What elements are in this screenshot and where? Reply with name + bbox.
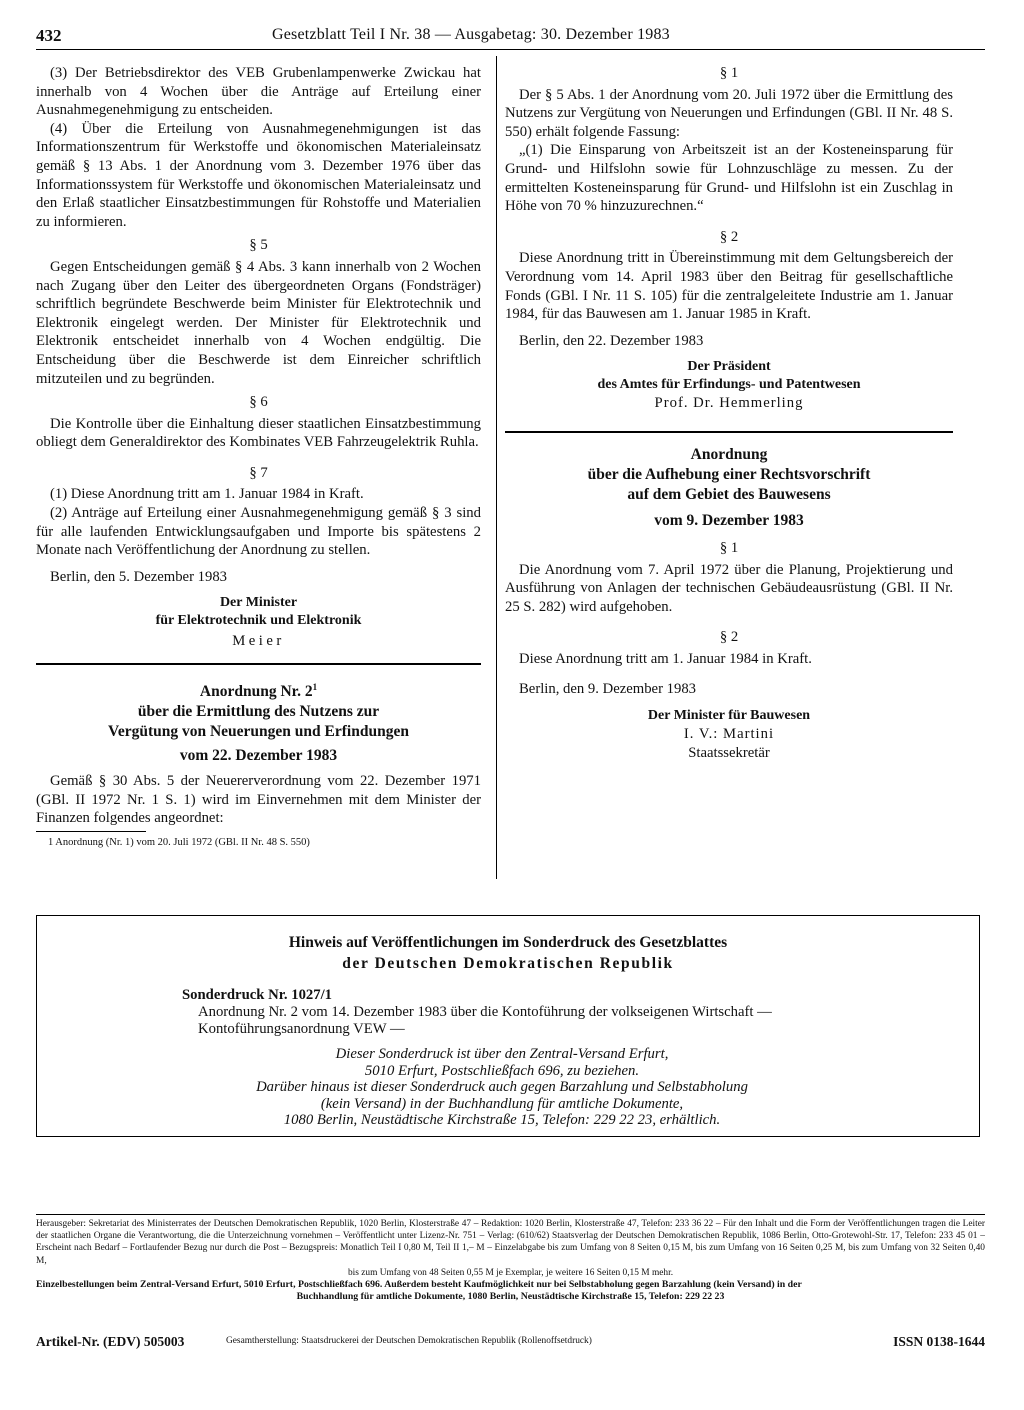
notice-body xyxy=(182,986,822,1129)
section-1-heading: § 1 xyxy=(719,539,739,556)
special-print-notice-box xyxy=(36,915,980,1137)
section-separator xyxy=(505,431,953,433)
signatory-name: I. V.: Martini xyxy=(683,726,775,743)
notice-title: Hinweis auf Veröffentlichungen im Sonderdruck des Gesetzblattes xyxy=(288,934,728,951)
paragraph-7-1: (1) Diese Anordnung tritt am 1. Januar 1984 in Kraft. xyxy=(50,486,364,503)
signatory-ministry: für Elektrotechnik und Elektronik xyxy=(155,613,362,629)
section-1-heading: § 1 xyxy=(719,65,739,81)
ordering-info-line-2: 5010 Erfurt, Postschließfach 696, zu beziehen. xyxy=(364,1062,640,1079)
paragraph-4-3: (3) Der Betriebsdirektor des VEB Grubenlampenwerke Zwickau hat innerhalb von 4 Wochen über die Anträge auf Erteilung einer Ausnahmegenehmigung zu entscheiden. xyxy=(36,65,481,119)
section-5-heading: § 5 xyxy=(249,237,268,254)
column-divider xyxy=(496,56,497,879)
special-print-number: Sonderdruck Nr. 1027/1 xyxy=(182,987,333,1003)
footnote: 1 Anordnung (Nr. 1) vom 20. Juli 1972 (GBl. II Nr. 48 S. 550) xyxy=(48,836,310,848)
ordering-info-line-1: Dieser Sonderdruck ist über den Zentral-Versand Erfurt, xyxy=(335,1046,669,1062)
ordinance-title: Anordnung Nr. $2^1$ xyxy=(199,682,318,701)
imprint-price-text: bis zum Umfang von 48 Seiten 0,55 M je Exemplar, je weitere 16 Seiten 0,15 M mehr. xyxy=(347,1267,674,1278)
signatory-title: Der Minister für Bauwesen xyxy=(647,708,811,724)
paragraph-7-2: (2) Anträge auf Erteilung einer Ausnahmegenehmigung gemäß § 3 sind für alle laufenden Entwicklungsaufgaben und Importe bis spätestens 2 Monate nach Veröffentlichung der Anordnung zu stellen. xyxy=(36,505,481,559)
section-separator xyxy=(36,663,481,665)
paragraph-4-4: (4) Über die Erteilung von Ausnahmegenehmigungen ist das Informationszentrum für Werkstoffe und ökonomischen Materialeinsatz gemäß § 13 Abs. 1 der Anordnung vom 3. Dezember 1976 über das Informationssystem für Werkstoffe und ökonomischen Materialeinsatz und den Erlaß staatlicher Einsatzbestimmungen für Rohstoffe und Materialien zu informieren. xyxy=(36,120,481,230)
paragraph-5: Gegen Entscheidungen gemäß § 4 Abs. 3 kann innerhalb von 2 Wochen nach Zugang über den Leiter des übergeordneten Organs (Fondsträger) schriftlich begründete Beschwerde beim Minister für Elektrotechnik und Elektronik eingelegt werden. Der Minister für Elektrotechnik und Elektronik entscheidet innerhalb von 4 Wochen endgültig. Die Entscheidung über die Beschwerde ist dem Einreicher schriftlich mitzuteilen und zu begründen. xyxy=(36,258,481,387)
signatory-name: Prof. Dr. Hemmerling xyxy=(654,395,804,412)
section-2-heading: § 2 xyxy=(719,629,739,646)
page-header-title: Gesetzblatt Teil I Nr. 38 — Ausgabetag: 30. Dezember 1983 xyxy=(272,26,670,43)
paragraph-1: Die Anordnung vom 7. April 1972 über die Planung, Projektierung und Ausführung von Anlagen der technischen Gebäudeausrüstung (GBl. II Nr. 25 S. 282) wird aufgehoben. xyxy=(505,561,953,615)
notice-subtitle: der Deutschen Demokratischen Republik xyxy=(342,955,674,972)
signatory-title: Der Präsident xyxy=(687,359,771,375)
header-rule xyxy=(36,49,985,50)
footnote-rule xyxy=(36,831,146,832)
ordinance-date: vom 22. Dezember 1983 xyxy=(179,747,338,765)
signatory-office: des Amtes für Erfindungs- und Patentwesen xyxy=(597,377,861,393)
signing-date: Berlin, den 22. Dezember 1983 xyxy=(519,332,704,349)
quoted-amendment: „(1) Die Einsparung von Arbeitszeit ist an der Kosteneinsparung für Grund- und Hilfslohn sowie für Lohnzuschläge zu messen. Zu der ermittelten Kosteneinsparung für Grund- und Hilfslohn ist ein Zuschlag in Höhe von 70 % hinzuzurechnen.“ xyxy=(505,142,953,215)
paragraph-2: Diese Anordnung tritt am 1. Januar 1984 in Kraft. xyxy=(519,650,812,667)
right-column xyxy=(505,64,953,762)
printer-credit: Gesamtherstellung: Staatsdruckerei der Deutschen Demokratischen Republik (Rollenoffsetdruck) xyxy=(226,1336,592,1346)
signatory-position: Staatssekretär xyxy=(688,744,770,761)
ordinance-preamble: Gemäß § 30 Abs. 5 der Neuererverordnung vom 22. Dezember 1971 (GBl. II 1972 Nr. 1 S. 1) wird im Einvernehmen mit dem Minister der Finanzen folgendes angeordnet: xyxy=(36,773,481,827)
ordinance-title-line-3: Vergütung von Neuerungen und Erfindungen xyxy=(108,723,409,741)
ordering-info-line-5: 1080 Berlin, Neustädtische Kirchstraße 15, Telefon: 229 22 23, erhältlich. xyxy=(283,1112,721,1128)
imprint-publisher-text: Herausgeber: Sekretariat des Ministerrates der Deutschen Demokratischen Republik, 1020 Berlin, Klosterstraße 47 – Redaktion: 1020 Berlin, Klosterstraße 47, Telefon: 233 36 22 – Für den Inhalt und die Form der Veröffentlichungen tragen die Leiter der staatlichen Organe die Verantwortung, die die Unterzeichnung vornehmen – Veröffentlicht unter Lizenz-Nr. 751 – Verlag: (610/62) Staatsverlag der Deutschen Demokratischen Republik, 1086 Berlin, Otto-Grotewohl-Str. 17, Telefon: 233 45 01 – Erscheint nach Bedarf – Fortlaufender Bezug nur durch die Post – Bezugspreis: Monatlich Teil I 0,80 M, Teil II 1,– M – Einzelabgabe bis zum Umfang von 8 Seiten 0,15 M, bis zum Umfang von 16 Seiten 0,25 M, bis zum Umfang von 32 Seiten 0,40 M, xyxy=(36,1219,985,1266)
special-print-description: Anordnung Nr. 2 vom 14. Dezember 1983 über die Kontoführung der volkseigenen Wirtschaft — Kontoführungsanordnung VEW — xyxy=(198,1004,772,1037)
left-column xyxy=(36,64,481,849)
imprint-bookshop-text: Buchhandlung für amtliche Dokumente, 1080 Berlin, Neustädtische Kirchstraße 15, Telefon: 229 22 23 xyxy=(296,1291,725,1303)
ordinance-title: Anordnung xyxy=(690,445,768,463)
issn: ISSN 0138-1644 xyxy=(893,1334,985,1349)
footnote-marker: 1 xyxy=(312,682,318,693)
section-7-heading: § 7 xyxy=(249,464,268,481)
ordering-info-line-3: Darüber hinaus ist dieser Sonderdruck auch gegen Barzahlung und Selbstabholung xyxy=(256,1079,748,1095)
section-6-heading: § 6 xyxy=(249,394,268,411)
page-number: 432 xyxy=(36,26,62,45)
ordinance-title-line-2: über die Ermittlung des Nutzens zur xyxy=(137,703,380,721)
article-number: Artikel-Nr. (EDV) 505003 xyxy=(36,1334,185,1349)
imprint-rule xyxy=(36,1214,985,1215)
section-2-heading: § 2 xyxy=(719,228,739,245)
signatory-title: Der Minister xyxy=(219,595,298,611)
signing-date: Berlin, den 9. Dezember 1983 xyxy=(519,681,697,698)
imprint-bottom-line xyxy=(36,1334,985,1352)
ordering-info-line-4: (kein Versand) in der Buchhandlung für amtliche Dokumente, xyxy=(320,1095,684,1112)
signing-date: Berlin, den 5. Dezember 1983 xyxy=(50,568,228,585)
paragraph-2: Diese Anordnung tritt in Übereinstimmung mit dem Geltungsbereich der Verordnung vom 14. April 1983 über den Beitrag für gesellschaftliche Fonds (GBl. I Nr. 11 S. 105) für die zentralgeleitete Industrie am 1. Januar 1984, für das Bauwesen am 1. Januar 1985 in Kraft. xyxy=(505,250,953,323)
paragraph-6: Die Kontrolle über die Einhaltung dieser staatlichen Einsatzbestimmung obliegt dem Generaldirektor des Kombinates VEB Fahrzeugelektrik Ruhla. xyxy=(36,415,481,451)
ordinance-date: vom 9. Dezember 1983 xyxy=(654,511,804,529)
paragraph-1: Der § 5 Abs. 1 der Anordnung vom 20. Juli 1972 über die Ermittlung des Nutzens zur Vergütung von Neuerungen und Erfindungen (GBl. II Nr. 48 S. 550) erhält folgende Fassung: xyxy=(505,86,953,140)
ordinance-title-line-3: auf dem Gebiet des Bauwesens xyxy=(627,485,831,503)
signatory-name: Meier xyxy=(232,633,285,650)
imprint xyxy=(36,1218,985,1303)
imprint-ordering-text: Einzelbestellungen beim Zentral-Versand Erfurt, 5010 Erfurt, Postschließfach 696. Außerdem besteht Kaufmöglichkeit nur bei Selbstabholung gegen Barzahlung (kein Versand) in der xyxy=(36,1279,802,1291)
ordinance-title-line-2: über die Aufhebung einer Rechtsvorschrift xyxy=(587,465,871,483)
